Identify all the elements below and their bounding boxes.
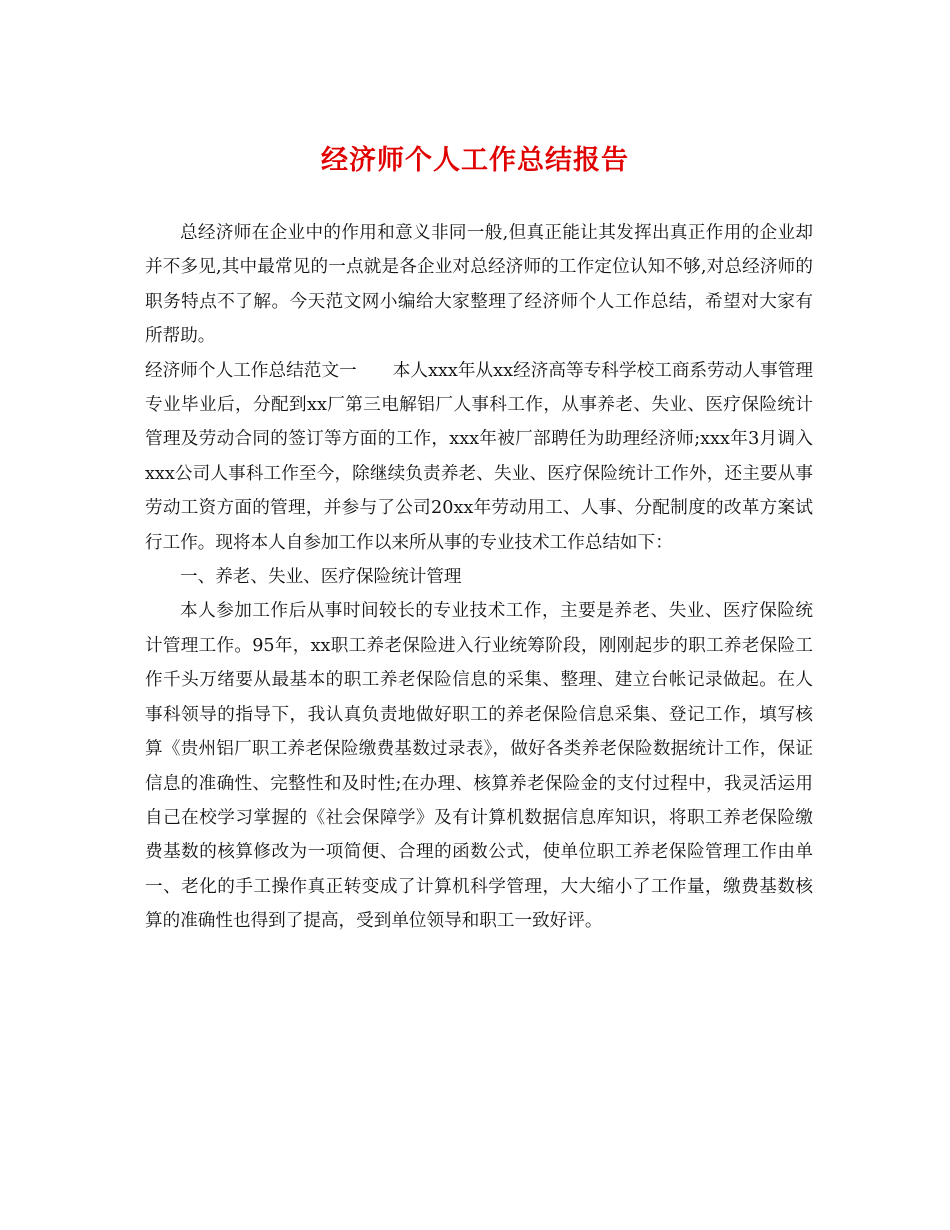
intro-paragraph: 总经济师在企业中的作用和意义非同一般,但真正能让其发挥出真正作用的企业却并不多见,其中最常见的一点就是各企业对总经济师的工作定位认知不够,对总经济师的职务特点不了解。今天范文网小编给大家整理了经济师个人工作总结，希望对大家有所帮助。: [145, 223, 813, 347]
section-heading: 一、养老、失业、医疗保险统计管理: [180, 567, 462, 588]
section-paragraph: 本人参加工作后从事时间较长的专业技术工作，主要是养老、失业、医疗保险统计管理工作。95年，xx职工养老保险进入行业统筹阶段，刚刚起步的职工养老保险工作千头万绪要从最基本的职工养老保险信息的采集、整理、建立台帐记录做起。在人事科领导的指导下，我认真负责地做好职工的养老保险信息采集、登记工作，填写核算《贵州铝厂职工养老保险缴费基数过录表》，做好各类养老保险数据统计工作，保证信息的准确性、完整性和及时性;在办理、核算养老保险金的支付过程中，我灵活运用自己在校学习掌握的《社会保障学》及有计算机数据信息库知识，将职工养老保险缴费基数的核算修改为一项简便、合理的函数公式，使单位职工养老保险管理工作由单一、老化的手工操作真正转变成了计算机科学管理，大大缩小了工作量，缴费基数核算的准确性也得到了提高，受到单位领导和职工一致好评。: [145, 601, 813, 932]
sample-label: 经济师个人工作总结范文一: [145, 360, 357, 381]
sample-body: 本人xxx年从xx经济高等专科学校工商系劳动人事管理专业毕业后，分配到xx厂第三电解铝厂人事科工作，从事养老、失业、医疗保险统计管理及劳动合同的签订等方面的工作，xxx年被厂部聘任为助理经济师;xxx年3月调入xxx公司人事科工作至今，除继续负责养老、失业、医疗保险统计工作外，还主要从事劳动工资方面的管理，并参与了公司20xx年劳动用工、人事、分配制度的改革方案试行工作。现将本人自参加工作以来所从事的专业技术工作总结如下：: [145, 360, 813, 553]
document-body: [145, 216, 813, 939]
sample-paragraph: [145, 354, 813, 560]
document-title: 经济师个人工作总结报告: [321, 145, 629, 176]
